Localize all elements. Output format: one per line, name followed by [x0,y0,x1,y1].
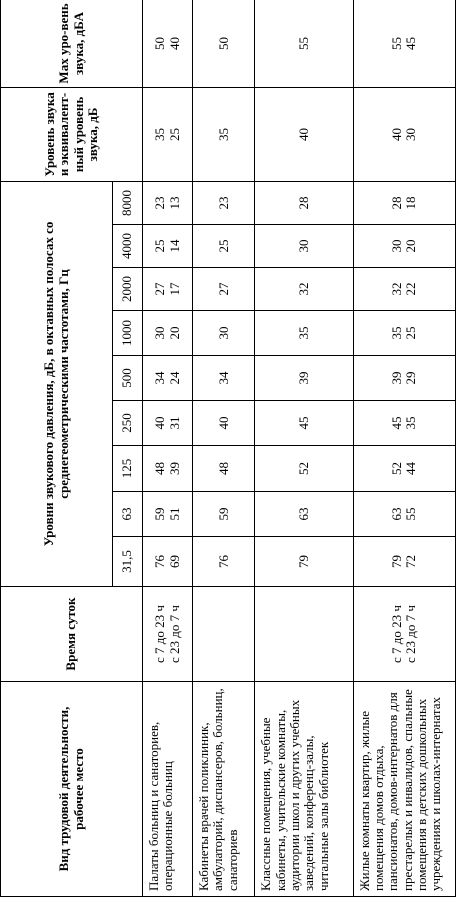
value-cell: 59 [193,492,255,537]
freq-500: 500 [113,356,143,401]
max-cell: 50 40 [143,0,193,87]
header-equivalent: Уровень звука и эквивалент-ный уровень звука, дБ [1,87,143,181]
header-levels: Уровни звукового давления, дБ, в октавных полосах со среднегеометрическими частотами, Гц [1,181,113,586]
value-cell: 48 39 [143,446,193,492]
value-cell: 32 [255,268,353,311]
value-cell: 34 24 [143,356,193,401]
value-cell: 30 [255,225,353,268]
value-cell: 63 55 [353,492,455,537]
row-activity: Палаты больниц и санаториев, операционные больниц [143,682,193,897]
value-cell: 39 [255,356,353,401]
row-activity: Кабинеты врачей поликлиник, амбулаторий, диспансеров, больниц, санаториев [193,682,255,897]
header-time: Время суток [1,587,143,682]
value-cell: 35 [255,311,353,356]
value-cell: 27 17 [143,268,193,311]
value-cell: 30 [193,311,255,356]
value-cell: 76 [193,537,255,587]
value-cell: 39 29 [353,356,455,401]
table-row [353,0,455,897]
table-body [143,0,456,897]
row-time: с 7 до 23 ч с 23 до 7 ч [353,587,455,682]
value-cell: 34 [193,356,255,401]
value-cell: 35 25 [353,311,455,356]
row-time: с 7 до 23 ч с 23 до 7 ч [143,587,193,682]
equivalent-cell: 35 [193,87,255,181]
equivalent-cell: 40 30 [353,87,455,181]
value-cell: 48 [193,446,255,492]
value-cell: 79 72 [353,537,455,587]
freq-250: 250 [113,401,143,446]
value-cell: 25 14 [143,225,193,268]
max-cell: 55 45 [353,0,455,87]
value-cell: 28 [255,181,353,224]
row-activity: Классные помещения, учебные кабинеты, учительские комнаты, аудитории школ и других учебных заведений, конференц-залы, читальные залы библиотек [255,682,353,897]
value-cell: 52 44 [353,446,455,492]
value-cell: 27 [193,268,255,311]
value-cell: 45 [255,401,353,446]
row-activity: Жилые комнаты квартир, жилые помещения домов отдыха, пансионатов, домов-интернатов для престарелых и инвалидов, спальные помещения в детских дошкольных учреждениях и школах-интернатах [353,682,455,897]
value-cell: 28 18 [353,181,455,224]
freq-125: 125 [113,446,143,492]
equivalent-cell: 40 [255,87,353,181]
value-cell: 32 22 [353,268,455,311]
table-row [255,0,353,897]
freq-31-5: 31,5 [113,537,143,587]
table-row [143,0,193,897]
freq-63: 63 [113,492,143,537]
header-activity: Вид трудовой деятельности, рабочее место [1,682,143,897]
value-cell: 52 [255,446,353,492]
header-max: Max уро-вень звука, дБА [1,0,143,87]
value-cell: 23 13 [143,181,193,224]
value-cell: 30 20 [143,311,193,356]
freq-8000: 8000 [113,181,143,224]
max-cell: 55 [255,0,353,87]
value-cell: 40 [193,401,255,446]
freq-2000: 2000 [113,268,143,311]
value-cell: 59 51 [143,492,193,537]
value-cell: 45 35 [353,401,455,446]
value-cell: 30 20 [353,225,455,268]
equivalent-cell: 35 25 [143,87,193,181]
row-time [193,587,255,682]
max-cell: 50 [193,0,255,87]
value-cell: 23 [193,181,255,224]
value-cell: 63 [255,492,353,537]
value-cell: 76 69 [143,537,193,587]
freq-4000: 4000 [113,225,143,268]
table-row [193,0,255,897]
freq-1000: 1000 [113,311,143,356]
value-cell: 25 [193,225,255,268]
row-time [255,587,353,682]
value-cell: 40 31 [143,401,193,446]
value-cell: 79 [255,537,353,587]
